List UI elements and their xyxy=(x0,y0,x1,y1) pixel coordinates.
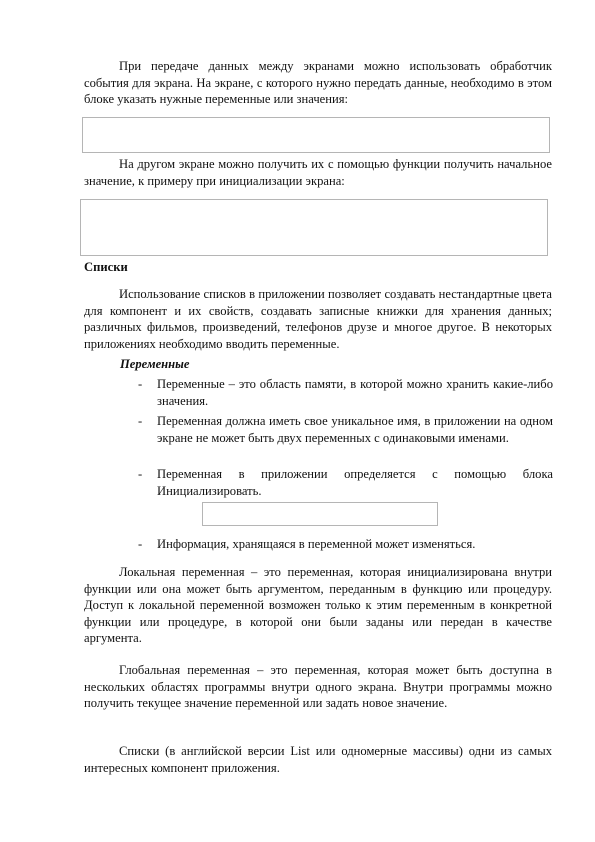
bullet-marker: - xyxy=(138,467,143,481)
bullet-item: Информация, хранящаяся в переменной может изменяться. xyxy=(157,537,476,551)
bullet-item: Переменные – это область памяти, в которой можно хранить какие-либо значения. xyxy=(157,377,553,408)
heading-variables: Переменные xyxy=(120,357,190,371)
bullet-marker: - xyxy=(138,537,143,551)
code-image-placeholder-1 xyxy=(82,117,550,153)
code-image-placeholder-2 xyxy=(80,199,548,256)
heading-lists: Списки xyxy=(84,260,128,274)
paragraph-screen-transfer: При передаче данных между экранами можно использовать обработчик события для экрана. На экране, с которого нужно передать данные, необходимо в этом блоке указать нужные переменные или значения: xyxy=(84,59,552,106)
paragraph-lists-intro: Списки (в английской версии List или одномерные массивы) одни из самых интересных компонент приложения. xyxy=(84,744,552,775)
code-image-placeholder-3 xyxy=(202,502,438,526)
paragraph-receive-values: На другом экране можно получить их с помощью функции получить начальное значение, к примеру при инициализации экрана: xyxy=(84,157,552,188)
bullet-marker: - xyxy=(138,377,143,391)
bullet-marker: - xyxy=(138,414,143,428)
bullet-item: Переменная в приложении определяется с помощью блока Инициализировать. xyxy=(157,467,553,498)
paragraph-global-variable: Глобальная переменная – это переменная, которая может быть доступна в нескольких областях программы внутри одного экрана. Внутри программы можно получить текущее значение переменной или задать новое значение. xyxy=(84,663,552,710)
paragraph-lists-usage: Использование списков в приложении позволяет создавать нестандартные цвета для компонент и их свойств, создавать записные книжки для хранения данных; различных фильмов, произведений, телефонов друзе и многое другое. В некоторых приложениях необходимо вводить переменные. xyxy=(84,287,552,351)
bullet-item: Переменная должна иметь свое уникальное имя, в приложении на одном экране не может быть двух переменных с одинаковыми именами. xyxy=(157,414,553,445)
paragraph-local-variable: Локальная переменная – это переменная, которая инициализирована внутри функции или она может быть аргументом, переданным в функцию или процедуру. Доступ к локальной переменной возможен только к этим переменным в конкретной функции или процедуре, в которой они были заданы или передан в качестве аргумента. xyxy=(84,565,552,645)
